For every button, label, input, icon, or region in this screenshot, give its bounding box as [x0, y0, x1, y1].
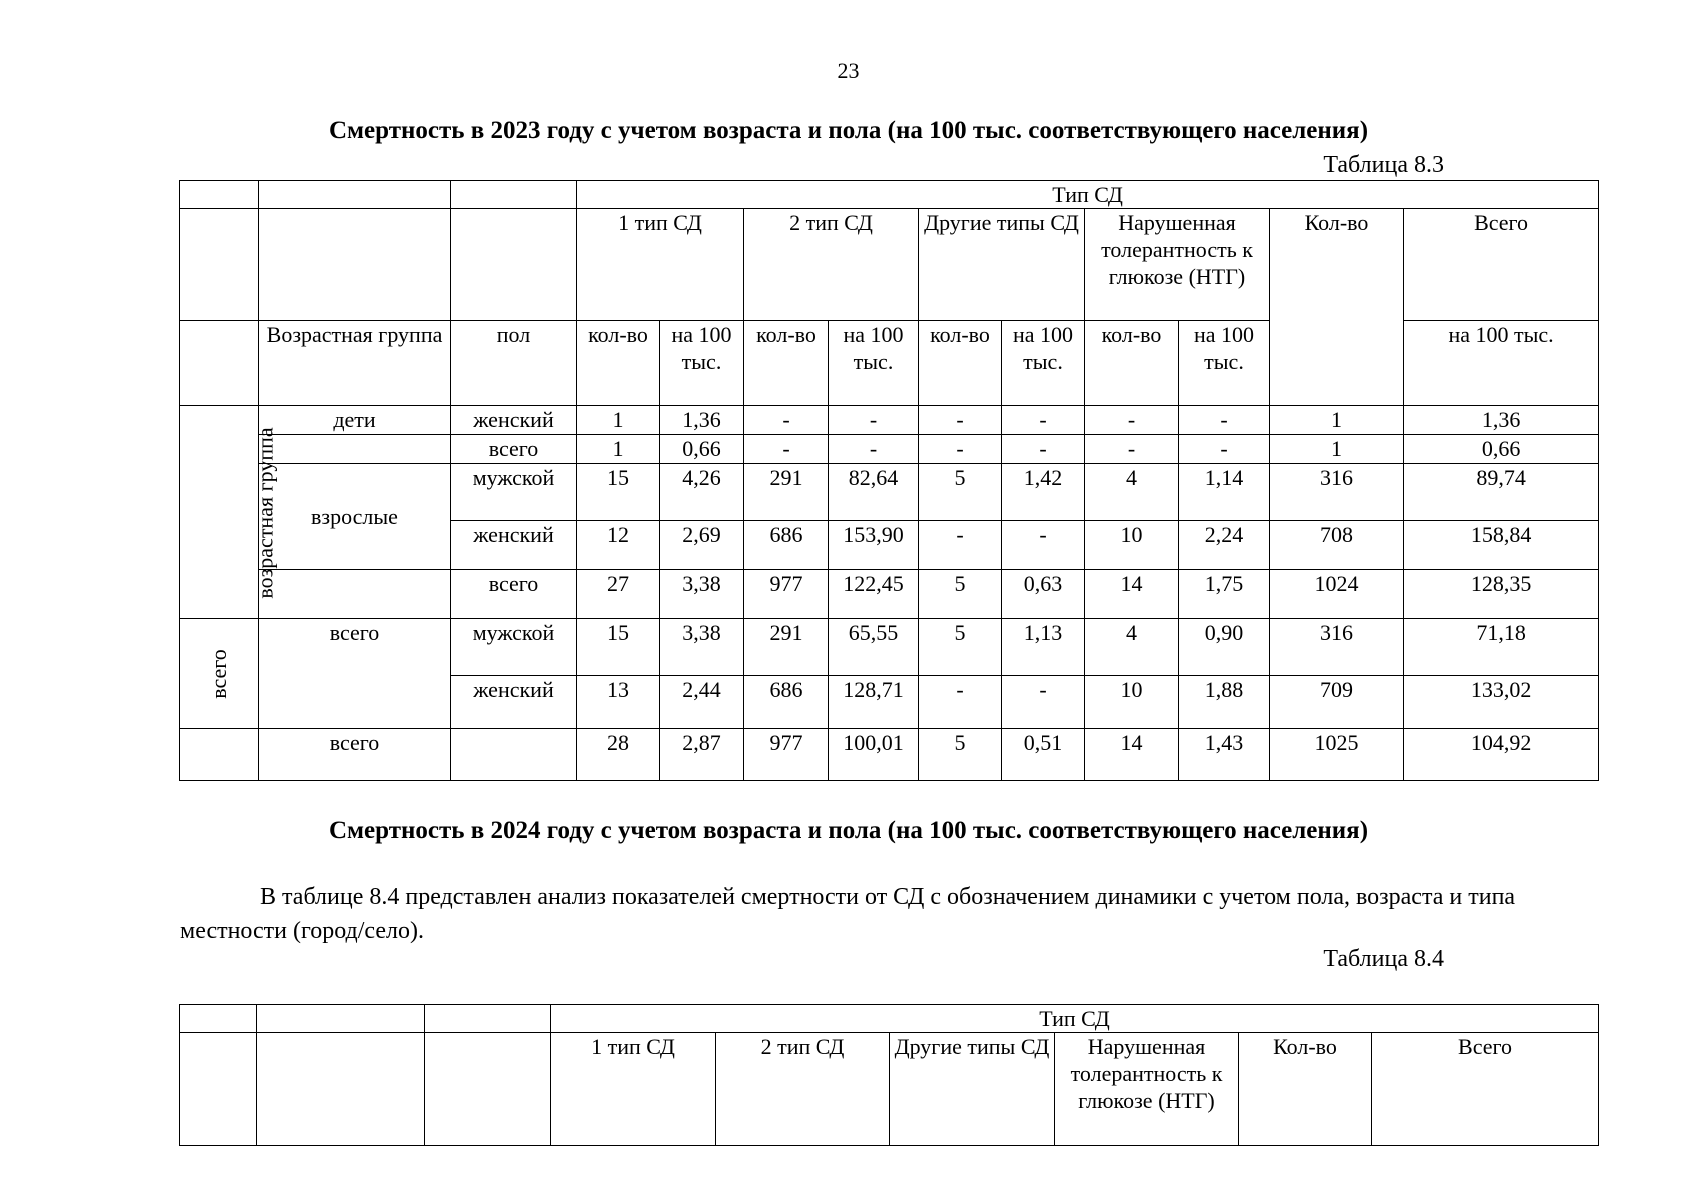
table-row: взрослые мужской 15 4,26 291 82,64 5 1,42 4 1,14 316 89,74	[180, 464, 1599, 521]
header-t2-count: кол-во	[744, 321, 829, 406]
table2-heading: Смертность в 2024 году с учетом возраста и пола (на 100 тыс. соответствующего населения)	[328, 817, 1369, 844]
table2-label: Таблица 8.4	[1323, 946, 1444, 972]
table-row: возрастная группа дети женский 1 1,36 - - - - - - 1 1,36	[180, 406, 1599, 435]
header-other-types: Другие типы СД	[890, 1033, 1055, 1146]
header-total: Всего	[1372, 1033, 1599, 1146]
header-ntg-count: кол-во	[1085, 321, 1179, 406]
header-type1: 1 тип СД	[551, 1033, 716, 1146]
header-type2: 2 тип СД	[744, 209, 919, 321]
corner-cell	[180, 1005, 257, 1033]
table-row: всего 27 3,38 977 122,45 5 0,63 14 1,75 1024 128,35	[180, 570, 1599, 619]
group-children: дети	[259, 406, 451, 435]
header-diabetes-type: Тип СД	[577, 181, 1599, 209]
table1-label: Таблица 8.3	[1323, 152, 1444, 178]
header-t1-rate: на 100 тыс.	[660, 321, 744, 406]
header-type2: 2 тип СД	[716, 1033, 890, 1146]
table-row: женский 12 2,69 686 153,90 - - 10 2,24 708 158,84	[180, 521, 1599, 570]
header-sex: пол	[451, 321, 577, 406]
side-label-age-group: возрастная группа	[180, 406, 259, 619]
header-other-rate: на 100 тыс.	[1002, 321, 1085, 406]
table-row: женский 13 2,44 686 128,71 - - 10 1,88 709 133,02	[180, 676, 1599, 729]
body-paragraph: В таблице 8.4 представлен анализ показателей смертности от СД с обозначением динамики с учетом пола, возраста и типа местности (город/село).	[180, 884, 1516, 944]
header-other-types: Другие типы СД	[919, 209, 1085, 321]
group-all: всего	[259, 619, 451, 729]
header-ntg-rate: на 100 тыс.	[1179, 321, 1270, 406]
table-row: всего 1 0,66 - - - - - - 1 0,66	[180, 435, 1599, 464]
header-ntg: Нарушенная толерантность к глюкозе (НТГ)	[1055, 1033, 1239, 1146]
table1-heading: Смертность в 2023 году с учетом возраста и пола (на 100 тыс. соответствующего населения)	[328, 117, 1369, 144]
sex-cell: женский	[451, 676, 577, 729]
sex-cell: мужской	[451, 464, 577, 521]
header-t1-count: кол-во	[577, 321, 660, 406]
header-total: Всего	[1404, 209, 1599, 321]
table-row-total: всего 28 2,87 977 100,01 5 0,51 14 1,43 1025 104,92	[180, 729, 1599, 781]
page-number: 23	[837, 58, 860, 83]
header-total-rate: на 100 тыс.	[1404, 321, 1599, 406]
side-label-all: всего	[180, 619, 259, 729]
header-ntg: Нарушенная толерантность к глюкозе (НТГ)	[1085, 209, 1270, 321]
header-diabetes-type: Тип СД	[551, 1005, 1599, 1033]
header-t2-rate: на 100 тыс.	[829, 321, 919, 406]
group-total: всего	[259, 729, 451, 781]
header-count: Кол-во	[1239, 1033, 1372, 1146]
corner-cell	[180, 181, 259, 209]
sex-cell: всего	[451, 570, 577, 619]
sex-cell: женский	[451, 406, 577, 435]
sex-cell: женский	[451, 521, 577, 570]
header-count: Кол-во	[1270, 209, 1404, 406]
mortality-2023-table	[179, 180, 1599, 781]
sex-cell: всего	[451, 435, 577, 464]
table-row: всего всего мужской 15 3,38 291 65,55 5 1,13 4 0,90 316 71,18	[180, 619, 1599, 676]
mortality-2024-table	[179, 1004, 1599, 1146]
header-other-count: кол-во	[919, 321, 1002, 406]
group-adults: взрослые	[259, 464, 451, 570]
sex-cell	[451, 729, 577, 781]
sex-cell: мужской	[451, 619, 577, 676]
header-type1: 1 тип СД	[577, 209, 744, 321]
header-age-group: Возрастная группа	[259, 321, 451, 406]
